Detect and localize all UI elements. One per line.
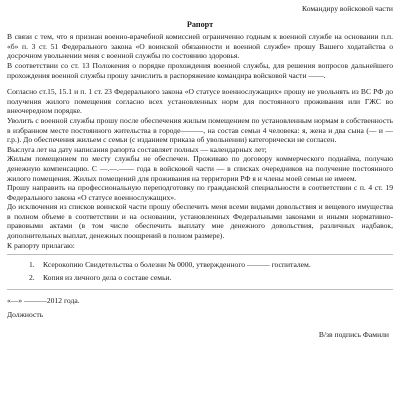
attachments-title: К рапорту прилагаю: — [7, 240, 75, 250]
attachment-item — [7, 273, 393, 283]
paragraph-5: Выслуга лет на дату написания рапорта составляет полных — календарных лет; — [7, 144, 267, 154]
document-title: Рапорт — [186, 19, 214, 29]
position-label: Должность — [7, 310, 44, 320]
paragraph-7: Прошу направить на профессиональную переподготовку по гражданской специальности в соответствии с п. 4 ст. 19 Федерального закона «О статусе военнослужащих». — [7, 183, 393, 202]
attachment-text: Копия из личного дела о составе семьи. — [43, 272, 172, 282]
attachment-text: Ксерокопию Свидетельства о болезни № 0000, утвержденного ——— госпиталем. — [43, 260, 311, 270]
signature-block: В/зв подпись Фамили — [318, 329, 389, 339]
paragraph-1: В связи с тем, что я признан военно-врачебной комиссией ограниченно годным к военной службе на основании п.п. «б» п. 3 ст. 51 Федерального закона «О воинской обязанности и военной службе» прошу Вашего ходатайства о досрочном увольнении меня с военной службы по состоянию здоровья. — [7, 32, 393, 61]
paragraph-2: В соответствии со ст. 13 Положения о порядке прохождения военной службы, для решения вопросов дальнейшего прохождения военной службы прошу зачислить в распоряжение командира войсковой части ——. — [7, 60, 393, 80]
paragraph-8: До исключения из списков воинской части прошу обеспечить меня всеми видами довольствия и вещевого имущества в полном объеме в соответствии и на основании, установленных Федеральными законами и иными нормативно-правовыми актами (в том числе обеспечить выплату мне денежного довольствия, различных надбавок, дополнительных выплат, денежных поощрений в полном размере). — [7, 202, 393, 241]
attachment-item — [7, 260, 393, 270]
addressee: Командиру войсковой части — [302, 4, 393, 13]
date-line: «—» ———2012 года. — [7, 296, 80, 306]
attachments-list — [7, 254, 393, 290]
spacer — [7, 80, 393, 87]
attachment-number: 1. — [29, 260, 35, 270]
attachment-number: 2. — [29, 272, 35, 282]
paragraph-6: Жилым помещением по месту службы не обеспечен. Проживаю по договору коммерческого поднайма, получаю денежную компенсацию. С —.—.—— года в войсковой части — в списках очередников на получение постоянного жилого помещения. Жилых помещений для проживания на территории РФ я и члены моей семьи не имеем. — [7, 154, 393, 183]
paragraph-3: Согласно ст.15, 15.1 и п. 1 ст. 23 Федерального закона «О статусе военнослужащих» прошу не увольнять из ВС РФ до получения жилого помещения согласно всех установленных норм для постоянного проживания или ГЖС во внеочередном порядке. — [7, 87, 393, 116]
paragraph-4: Уволить с военной службы прошу после обеспечения жилым помещением по установленным нормам в собственность в избранном месте постоянного жительства в городе———, на состав семьи 4 человека: я, жена и два сына (— и — г.р.). До обеспечения жильем с семьи (с изданием приказа об увольнении) категорически не согласен. — [7, 115, 393, 145]
